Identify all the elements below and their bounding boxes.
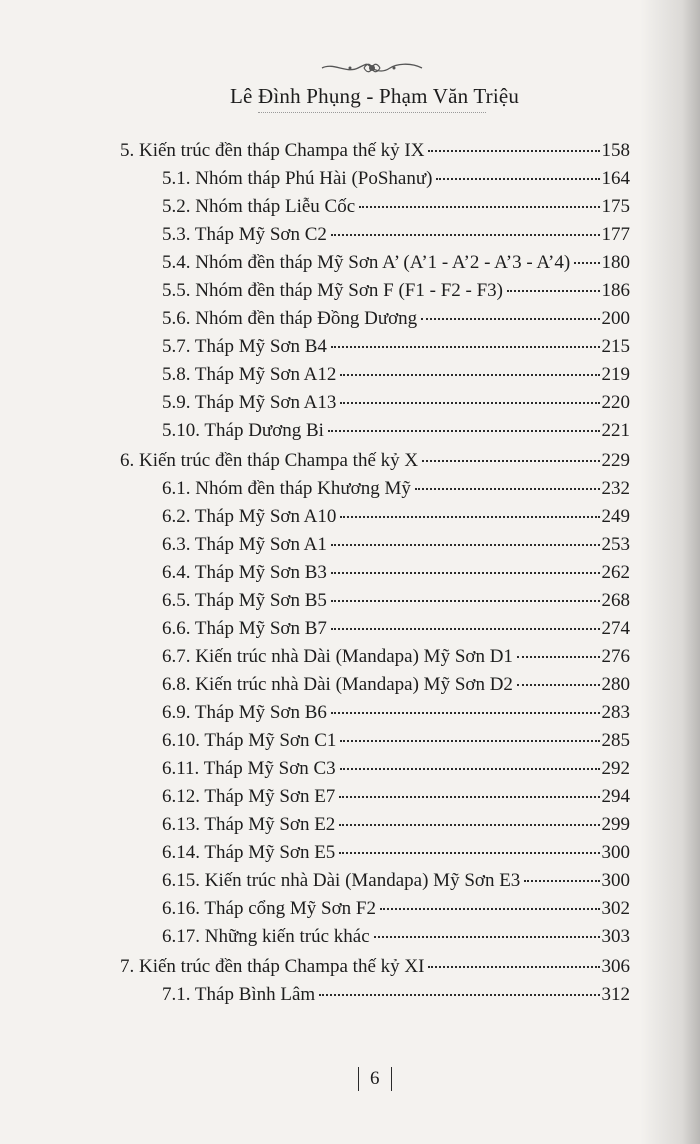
dot-leader <box>331 543 600 546</box>
dot-leader <box>331 599 600 602</box>
dot-leader <box>331 627 600 630</box>
toc-section-row[interactable] <box>162 392 630 420</box>
dot-leader <box>340 767 600 770</box>
toc-entry-title: 6.12. Tháp Mỹ Sơn E7 <box>162 786 336 807</box>
toc-entry-title: 6.11. Tháp Mỹ Sơn C3 <box>162 758 336 779</box>
toc-entry-page: 294 <box>601 786 630 807</box>
toc-section-row[interactable] <box>162 590 630 618</box>
dot-leader <box>340 373 599 376</box>
toc-entry-title: 5.8. Tháp Mỹ Sơn A12 <box>162 364 337 385</box>
toc-entry-page: 220 <box>601 392 630 413</box>
running-header: Lê Đình Phụng - Phạm Văn Triệu <box>230 84 520 108</box>
dot-leader <box>331 345 600 348</box>
toc-entry-title: 5. Kiến trúc đền tháp Champa thế kỷ IX <box>120 140 425 161</box>
dot-leader <box>428 149 599 152</box>
dot-leader <box>524 879 599 882</box>
toc-entry-title: 6.9. Tháp Mỹ Sơn B6 <box>162 702 327 723</box>
dot-leader <box>339 823 599 826</box>
toc-section-row[interactable] <box>162 618 630 646</box>
toc-entry-title: 7.1. Tháp Bình Lâm <box>162 984 316 1005</box>
toc-entry-page: 221 <box>601 420 630 441</box>
toc-entry-title: 6.10. Tháp Mỹ Sơn C1 <box>162 730 337 751</box>
toc-section-row[interactable] <box>162 252 630 280</box>
toc-entry-page: 180 <box>601 252 630 273</box>
toc-entry-page: 219 <box>601 364 630 385</box>
page-number: 6 <box>370 1068 380 1089</box>
toc-entry-page: 306 <box>601 956 630 977</box>
toc-section-row[interactable] <box>162 196 630 224</box>
page-footer <box>358 1066 392 1092</box>
dot-leader <box>428 965 599 968</box>
toc-entry-page: 302 <box>601 898 630 919</box>
dot-leader <box>374 935 600 938</box>
toc-entry-title: 5.4. Nhóm đền tháp Mỹ Sơn A’ (A’1 - A’2 - A’3 - A’4) <box>162 252 571 273</box>
toc-chapter-row[interactable] <box>120 956 630 984</box>
dot-leader <box>359 205 599 208</box>
toc-entry-page: 164 <box>601 168 630 189</box>
dot-leader <box>380 907 600 910</box>
dot-leader <box>340 515 599 518</box>
toc-entry-page: 253 <box>601 534 630 555</box>
toc-entry-page: 303 <box>601 926 630 947</box>
toc-entry-page: 177 <box>601 224 630 245</box>
toc-entry-title: 5.3. Tháp Mỹ Sơn C2 <box>162 224 327 245</box>
dot-leader <box>517 655 600 658</box>
dot-leader <box>421 317 599 320</box>
toc-section-row[interactable] <box>162 364 630 392</box>
toc-entry-page: 229 <box>601 450 630 471</box>
dot-leader <box>331 571 600 574</box>
toc-section-row[interactable] <box>162 814 630 842</box>
toc-entry-page: 300 <box>601 842 630 863</box>
toc-section-row[interactable] <box>162 786 630 814</box>
dot-leader <box>339 795 599 798</box>
toc-section-row[interactable] <box>162 674 630 702</box>
toc-entry-page: 312 <box>601 984 630 1005</box>
footer-right-bar <box>391 1067 392 1091</box>
toc-section-row[interactable] <box>162 646 630 674</box>
toc-entry-title: 5.10. Tháp Dương Bi <box>162 420 324 441</box>
toc-entry-page: 280 <box>601 674 630 695</box>
toc-entry-page: 232 <box>601 478 630 499</box>
toc-entry-page: 292 <box>601 758 630 779</box>
toc-entry-page: 299 <box>601 814 630 835</box>
toc-section-row[interactable] <box>162 842 630 870</box>
floral-ornament-icon <box>320 60 424 76</box>
toc-section-row[interactable] <box>162 984 630 1012</box>
toc-section-row[interactable] <box>162 308 630 336</box>
dot-leader <box>328 429 600 432</box>
toc-entry-page: 186 <box>601 280 630 301</box>
toc-section-row[interactable] <box>162 702 630 730</box>
toc-entry-page: 158 <box>601 140 630 161</box>
toc-entry-title: 6.15. Kiến trúc nhà Dài (Mandapa) Mỹ Sơn E3 <box>162 870 521 891</box>
toc-entry-title: 6.6. Tháp Mỹ Sơn B7 <box>162 618 327 639</box>
toc-section-row[interactable] <box>162 926 630 954</box>
toc-entry-page: 268 <box>601 590 630 611</box>
toc-entry-title: 6.17. Những kiến trúc khác <box>162 926 370 947</box>
toc-entry-title: 6.4. Tháp Mỹ Sơn B3 <box>162 562 327 583</box>
page-gutter-shadow <box>640 0 700 1144</box>
toc-entry-title: 6. Kiến trúc đền tháp Champa thế kỷ X <box>120 450 419 471</box>
toc-entry-page: 283 <box>601 702 630 723</box>
dot-leader <box>517 683 600 686</box>
toc-section-row[interactable] <box>162 898 630 926</box>
toc-entry-title: 6.3. Tháp Mỹ Sơn A1 <box>162 534 327 555</box>
dot-leader <box>507 289 600 292</box>
dot-leader <box>422 459 599 462</box>
toc-section-row[interactable] <box>162 224 630 252</box>
toc-entry-page: 276 <box>601 646 630 667</box>
toc-entry-title: 5.7. Tháp Mỹ Sơn B4 <box>162 336 327 357</box>
dot-leader <box>331 233 600 236</box>
toc-entry-page: 175 <box>601 196 630 217</box>
toc-entry-page: 249 <box>601 506 630 527</box>
dot-leader <box>319 993 599 996</box>
toc-entry-title: 5.1. Nhóm tháp Phú Hài (PoShanư) <box>162 168 433 189</box>
toc-entry-page: 215 <box>601 336 630 357</box>
toc-entry-title: 6.8. Kiến trúc nhà Dài (Mandapa) Mỹ Sơn D2 <box>162 674 513 695</box>
toc-chapter-row[interactable] <box>120 450 630 478</box>
toc-entry-title: 6.7. Kiến trúc nhà Dài (Mandapa) Mỹ Sơn D1 <box>162 646 513 667</box>
toc-entry-title: 6.2. Tháp Mỹ Sơn A10 <box>162 506 337 527</box>
toc-entry-page: 274 <box>601 618 630 639</box>
toc-section-row[interactable] <box>162 478 630 506</box>
toc-section-row[interactable] <box>162 562 630 590</box>
dot-leader <box>340 739 599 742</box>
dot-leader <box>436 177 599 180</box>
toc-section-row[interactable] <box>162 336 630 364</box>
dot-leader <box>331 711 600 714</box>
toc-entry-page: 300 <box>601 870 630 891</box>
toc-entry-page: 285 <box>601 730 630 751</box>
toc-section-row[interactable] <box>162 506 630 534</box>
toc-entry-title: 6.14. Tháp Mỹ Sơn E5 <box>162 842 336 863</box>
toc-entry-page: 262 <box>601 562 630 583</box>
toc-entry-title: 5.5. Nhóm đền tháp Mỹ Sơn F (F1 - F2 - F3) <box>162 280 503 301</box>
header-rule <box>258 112 486 113</box>
toc-entry-title: 7. Kiến trúc đền tháp Champa thế kỷ XI <box>120 956 425 977</box>
toc-section-row[interactable] <box>162 870 630 898</box>
toc-section-row[interactable] <box>162 730 630 758</box>
dot-leader <box>339 851 599 854</box>
toc-entry-title: 6.16. Tháp cổng Mỹ Sơn F2 <box>162 898 376 919</box>
toc-entry-title: 5.9. Tháp Mỹ Sơn A13 <box>162 392 337 413</box>
toc-entry-title: 6.1. Nhóm đền tháp Khương Mỹ <box>162 478 411 499</box>
toc-entry-title: 6.5. Tháp Mỹ Sơn B5 <box>162 590 327 611</box>
dot-leader <box>340 401 599 404</box>
toc-section-row[interactable] <box>162 758 630 786</box>
toc-section-row[interactable] <box>162 420 630 448</box>
toc-entry-title: 5.2. Nhóm tháp Liễu Cốc <box>162 196 356 217</box>
dot-leader <box>415 487 600 490</box>
toc-entry-title: 5.6. Nhóm đền tháp Đồng Dương <box>162 308 418 329</box>
toc-section-row[interactable] <box>162 534 630 562</box>
dot-leader <box>574 261 599 264</box>
toc-section-row[interactable] <box>162 168 630 196</box>
toc-chapter-row[interactable] <box>120 140 630 168</box>
toc-entry-title: 6.13. Tháp Mỹ Sơn E2 <box>162 814 336 835</box>
toc-section-row[interactable] <box>162 280 630 308</box>
toc-entry-page: 200 <box>601 308 630 329</box>
